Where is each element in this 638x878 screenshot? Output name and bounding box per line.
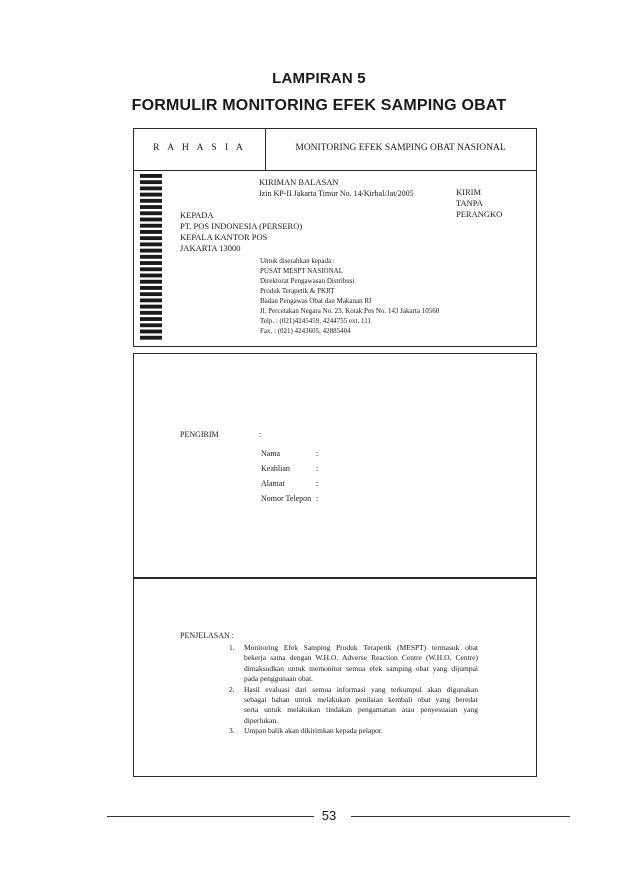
tanpa-label: TANPA bbox=[456, 198, 483, 208]
address-line: Badan Pengawas Obat dan Makanan RI bbox=[260, 297, 372, 305]
item-line: Monitoring Efek Samping Produk Terapetik (MESPT) termasuk obat bbox=[244, 643, 478, 652]
item-line: Umpan balik akan dikirimkan kepada pelapor. bbox=[244, 726, 383, 736]
nama-label: Nama bbox=[261, 449, 281, 458]
address-line: PUSAT MESPT NASIONAL bbox=[260, 267, 343, 275]
barcode-icon bbox=[140, 174, 162, 342]
item-line: pada penggunaan obat. bbox=[244, 674, 313, 684]
alamat-colon: : bbox=[316, 479, 319, 488]
rahasia-label: R A H A S I A bbox=[153, 143, 246, 153]
monitoring-title: MONITORING EFEK SAMPING OBAT NASIONAL bbox=[295, 143, 506, 153]
explanation-panel bbox=[133, 578, 537, 777]
item-number: 2. bbox=[229, 684, 235, 694]
keahlian-label: Keahlian bbox=[261, 464, 290, 473]
kirim-label: KIRIM bbox=[456, 187, 482, 197]
item-line: Hasil evaluasi dari semua informasi yang terkumpul akan digunakan bbox=[244, 684, 478, 694]
page-subtitle: FORMULIR MONITORING EFEK SAMPING OBAT bbox=[131, 97, 507, 114]
perangko-label: PERANGKO bbox=[456, 209, 503, 219]
kepada-line: JAKARTA 13000 bbox=[180, 243, 241, 253]
item-number: 1. bbox=[229, 643, 235, 652]
item-line: serta untuk melakukan tindakan pengamanan atau penyesuaian yang bbox=[244, 705, 478, 715]
kepada-line: KEPALA KANTOR POS bbox=[180, 232, 268, 242]
return-mail-panel bbox=[133, 128, 537, 347]
address-line: Direktorat Pengawasan Distribusi bbox=[260, 277, 355, 285]
page-title: LAMPIRAN 5 bbox=[272, 70, 366, 87]
pengirim-label: PENGIRIM bbox=[180, 430, 219, 439]
pengirim-colon: : bbox=[259, 430, 262, 439]
penjelasan-label: PENJELASAN : bbox=[180, 631, 235, 640]
item-line: bekerja sama dengan W.H.O. Adverse Reaction Centre (W.H.O. Centre) bbox=[244, 653, 478, 663]
kepada-line: KEPADA bbox=[180, 210, 214, 220]
kepada-line: PT. POS INDONESIA (PERSERO) bbox=[180, 221, 303, 231]
item-number: 3. bbox=[229, 726, 235, 736]
nama-colon: : bbox=[316, 449, 319, 458]
item-line: dimaksudkan untuk memonitor semua efek samping obat yang dijumpai bbox=[244, 663, 478, 673]
address-line: Telp. : (021)4245459, 4244755 ext. 111 bbox=[260, 317, 371, 325]
sender-panel bbox=[133, 353, 537, 578]
izin-text: Izin KP-II Jakarta Timur No. 14/Kirbal/Jat/2005 bbox=[259, 189, 414, 198]
panel-header bbox=[134, 129, 536, 171]
kiriman-balasan: KIRIMAN BALASAN bbox=[259, 177, 339, 187]
footer-rule-right bbox=[351, 816, 570, 817]
address-line: Untuk diserahkan kepada : bbox=[260, 257, 335, 265]
address-line: Fax. : (021) 4243605, 42885404 bbox=[260, 327, 351, 335]
telepon-colon: : bbox=[316, 494, 319, 503]
alamat-label: Alamat bbox=[261, 479, 285, 488]
page-number: 53 bbox=[321, 808, 337, 823]
item-line: diperlukan. bbox=[244, 715, 278, 725]
footer-rule-left bbox=[107, 816, 314, 817]
address-line: Jl. Percetakan Negara No. 23, Kotak Pos No. 143 Jakarta 10560 bbox=[260, 307, 440, 315]
keahlian-colon: : bbox=[316, 464, 319, 473]
item-line: sebagai bahan untuk melakukan penilaian kembali obat yang beredar bbox=[244, 695, 478, 704]
telepon-label: Nomor Telepon bbox=[261, 494, 312, 503]
address-line: Produk Terapetik & PKRT bbox=[260, 287, 335, 295]
